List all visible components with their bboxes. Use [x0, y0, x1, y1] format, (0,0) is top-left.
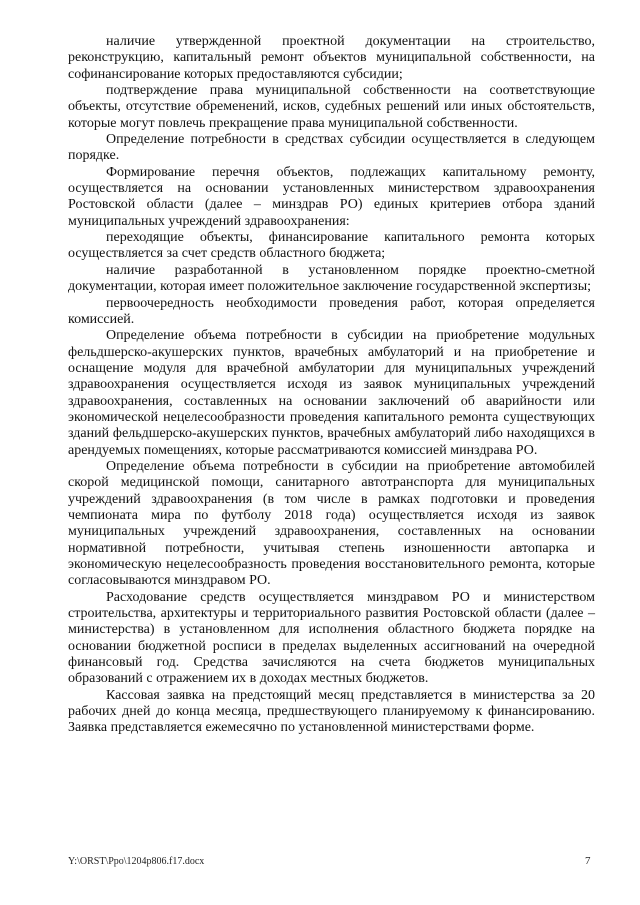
- document-body: [68, 34, 595, 737]
- paragraph: Определение объема потребности в субсидии на приобретение модульных фельдшерско-акушерских пунктов, врачебных амбулаторий и на приобретение и оснащение модуля для врачебной амбулатории для муниципальных учреждений здравоохранения осуществляется исходя из заявок муниципальных учреждений здравоохранения, составленных на основании заключений об аварийности или экономической нецелесообразности проведения капитального ремонта существующих зданий фельдшерско-акушерских пунктов, врачебных амбулаторий либо находящихся в арендуемых помещениях, которые рассматриваются комиссией минздрава РО.: [68, 328, 595, 458]
- footer-file-path: Y:\ORST\Ppo\1204p806.f17.docx: [68, 856, 205, 867]
- paragraph: первоочередность необходимости проведения работ, которая определяется комиссией.: [68, 295, 595, 327]
- paragraph: подтверждение права муниципальной собственности на соответствующие объекты, отсутствие обременений, исков, судебных решений или иных обстоятельств, которые могут повлечь прекращение права муниципальной собственности.: [68, 83, 595, 131]
- paragraph: наличие разработанной в установленном порядке проектно-сметной документации, которая имеет положительное заключение государственной экспертизы;: [68, 262, 595, 295]
- page-number: 7: [585, 855, 591, 867]
- paragraph: Кассовая заявка на предстоящий месяц представляется в министерства за 20 рабочих дней до конца месяца, предшествующего планируемому к финансированию. Заявка представляется ежемесячно по установленной министерствами форме.: [68, 687, 595, 736]
- paragraph: наличие утвержденной проектной документации на строительство, реконструкцию, капитальный ремонт объектов муниципальной собственности, на софинансирование которых предоставляются субсидии;: [68, 34, 595, 82]
- paragraph: переходящие объекты, финансирование капитального ремонта которых осуществляется за счет средств областного бюджета;: [68, 230, 595, 262]
- paragraph: Определение потребности в средствах субсидии осуществляется в следующем порядке.: [68, 132, 595, 164]
- paragraph: Расходование средств осуществляется минздравом РО и министерством строительства, архитектуры и территориального развития Ростовской области (далее – министерства) в установленном для исполнения областного бюджета порядке на основании бюджетной росписи в пределах выделенных ассигнований на очередной финансовый год. Средства зачисляются на счета бюджетов муниципальных образований с отражением их в доходах местных бюджетов.: [68, 589, 595, 687]
- paragraph: Формирование перечня объектов, подлежащих капитальному ремонту, осуществляется на основании установленных министерством здравоохранения Ростовской области (далее – минздрав РО) единых критериев отбора зданий муниципальных учреждений здравоохранения:: [68, 164, 595, 229]
- paragraph: Определение объема потребности в субсидии на приобретение автомобилей скорой медицинской помощи, санитарного автотранспорта для муниципальных учреждений здравоохранения (в том числе в рамках подготовки и проведения чемпионата мира по футболу 2018 года) осуществляется исходя из заявок муниципальных учреждений здравоохранения, составленных на основании нормативной потребности, учитывая степень изношенности автопарка и экономическую нецелесообразность проведения восстановительного ремонта, которые согласовываются минздравом РО.: [68, 458, 595, 589]
